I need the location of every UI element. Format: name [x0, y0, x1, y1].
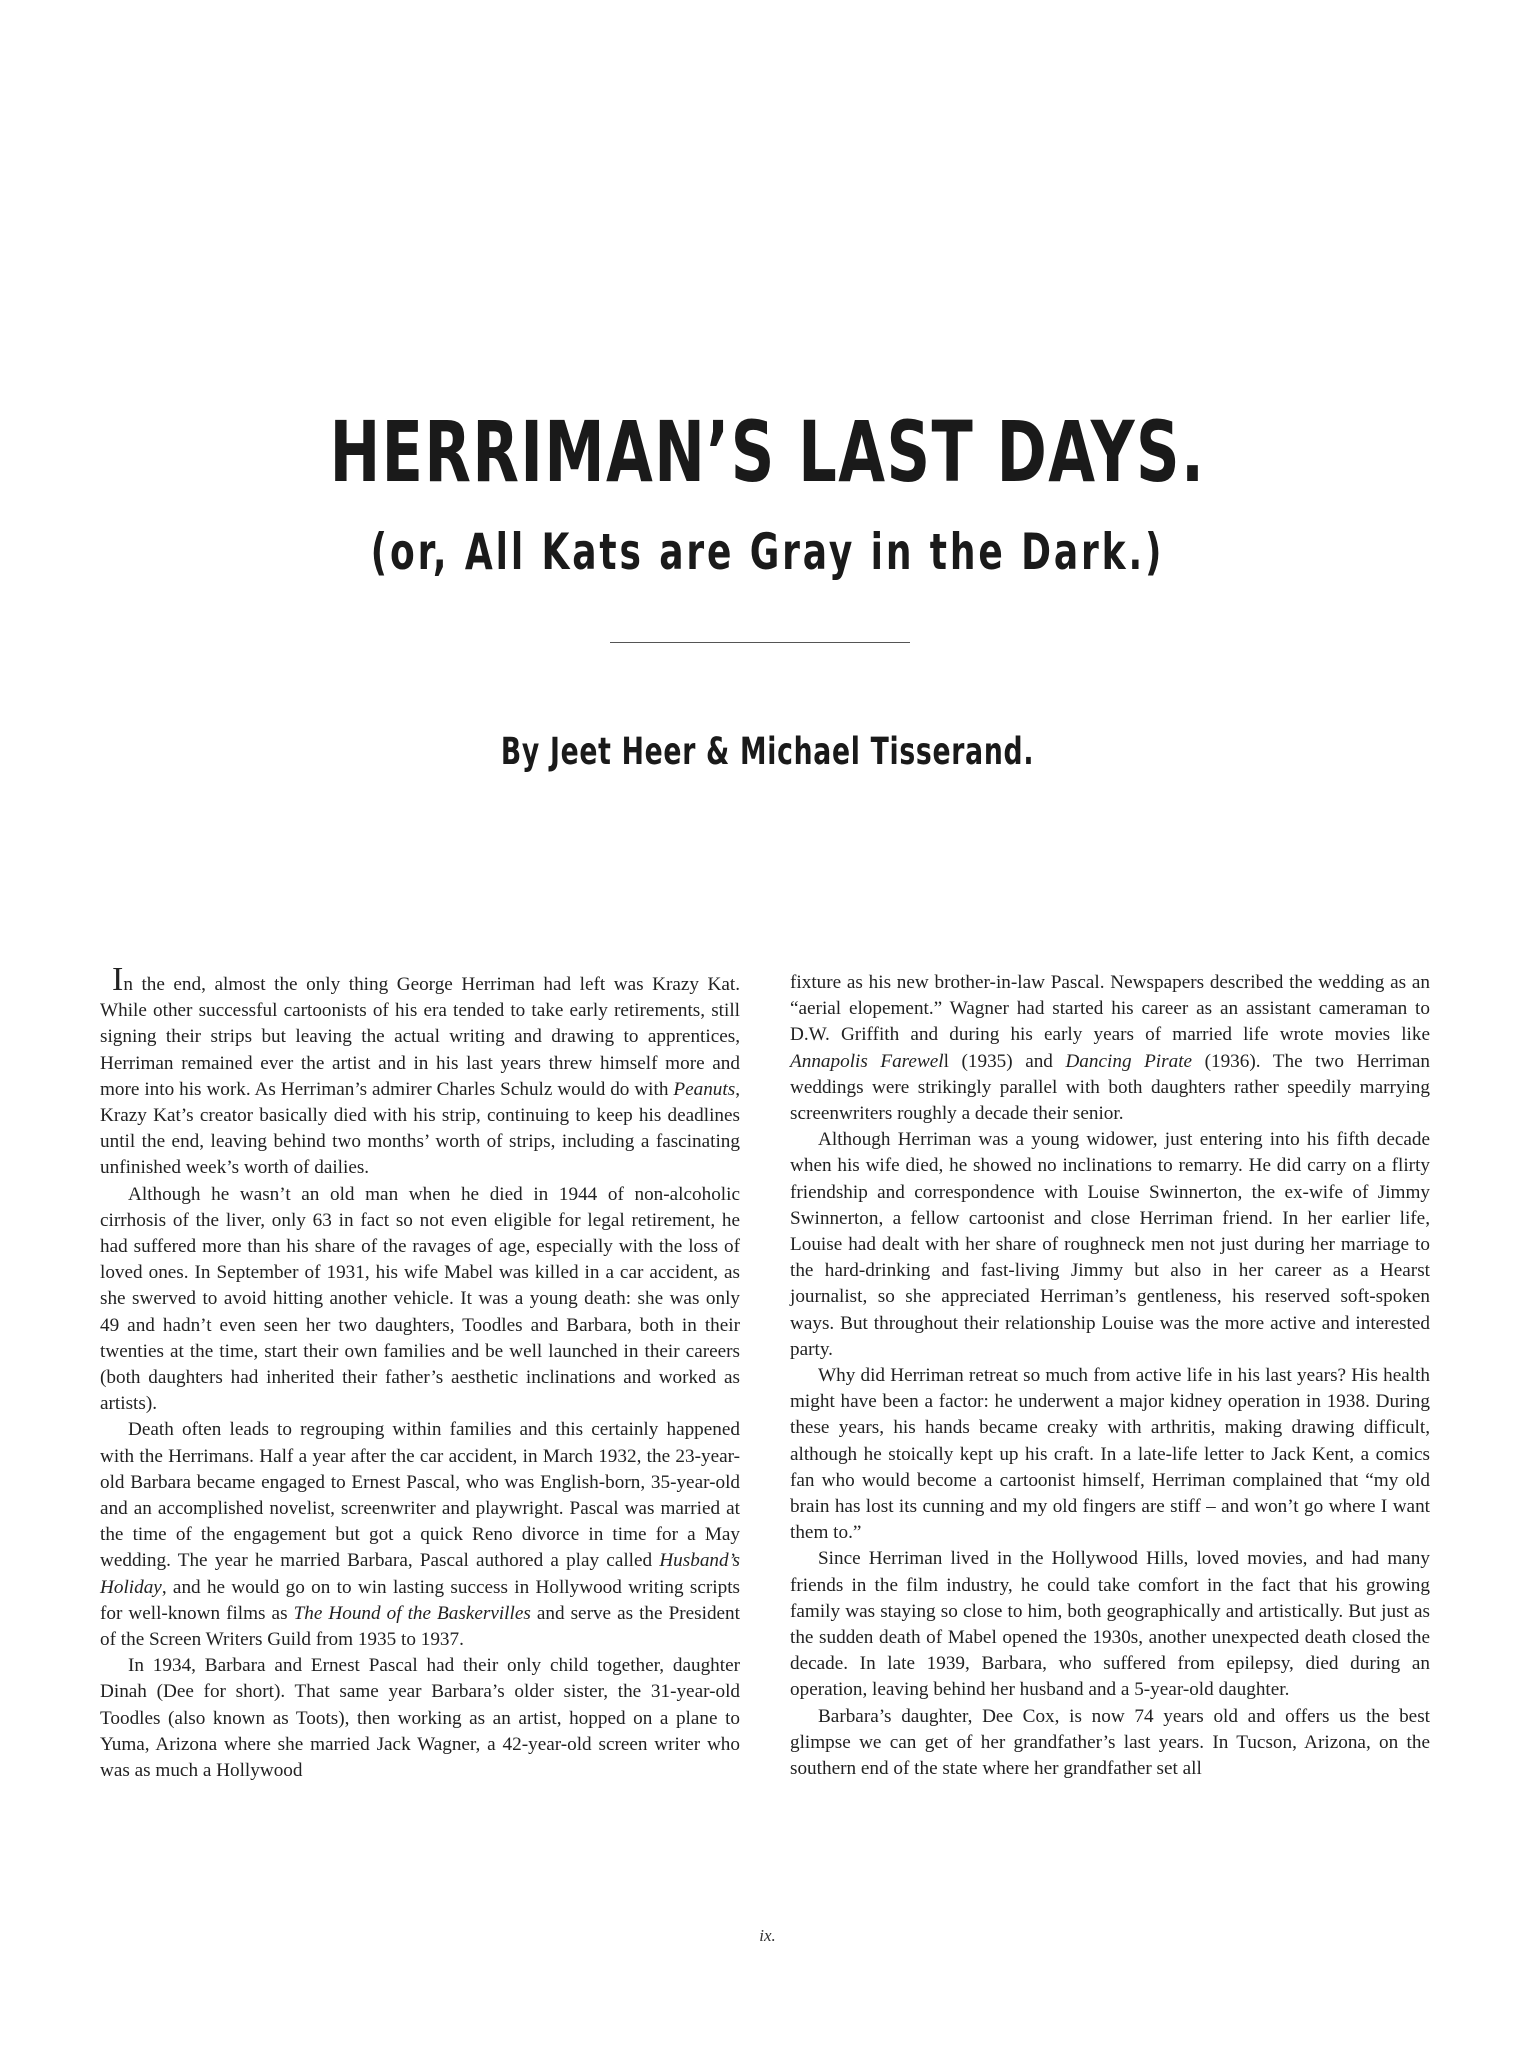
article-byline: By Jeet Heer & Michael Tisserand. [500, 730, 1035, 773]
paragraph [100, 961, 740, 1182]
paragraph: In 1934, Barbara and Ernest Pascal had their only child together, daughter Dinah (Dee for short). That same year Barbara’s older sister, the 31-year-old Toodles (also known as Toots), then working as an artist, hopped on a plane to Yuma, Arizona where she married Jack Wagner, a 42-year-old screen writer who was as much a Hollywood [100, 1655, 740, 1782]
paragraph: Although he wasn’t an old man when he died in 1944 of non-alcoholic cirrhosis of the liver, only 63 in fact so not even eligible for legal retirement, he had suffered more than his share of the ravages of age, especially with the loss of loved ones. In September of 1931, his wife Mabel was killed in a car accident, as she swerved to avoid hitting another vehicle. It was a young death: she was only 49 and hadn’t even seen her two daughters, Toodles and Barbara, both in their twenties at the time, start their own families and be well launched in their careers (both daughters had inherited their father’s aesthetic inclinations and worked as artists). [100, 1183, 740, 1415]
page-number: ix. [759, 1926, 776, 1945]
article-title: HERRIMAN’S LAST DAYS. [329, 403, 1206, 501]
italic-title: Husband’s Holiday [100, 1550, 740, 1598]
paragraph-text: l (1935) and [943, 1050, 1066, 1072]
italic-title: Dancing Pirate [1065, 1050, 1193, 1072]
paragraph-text: , and he would go on to win lasting success in Hollywood writing scripts for well-known films as [100, 1576, 740, 1624]
right-column [790, 970, 1430, 1782]
paragraph-text: (1936). The two Herriman weddings were strikingly parallel with both daughters rather speedily marrying screenwriters roughly a decade their senior. [790, 1050, 1430, 1125]
paragraph: Although Herriman was a young widower, just entering into his fifth decade when his wife died, he showed no inclinations to remarry. He did carry on a flirty friendship and correspondence with Louise Swinnerton, the ex-wife of Jimmy Swinnerton, a fellow cartoonist and close Herriman friend. In her earlier life, Louise had dealt with her share of roughneck men not just during her marriage to the hard-drinking and fast-living Jimmy but also in her career as a Hearst journalist, so she appreciated Herriman’s gentleness, his reserved soft-spoken ways. But throughout their relationship Louise was the more active and interested party. [790, 1129, 1430, 1360]
italic-title: Peanuts [673, 1078, 736, 1100]
paragraph-text: n the end, almost the only thing George Herriman had left was Krazy Kat. While other successful cartoonists of his era tended to take early retirements, still signing their strips but leaving the actual writing and drawing to apprentices, Herriman remained ever the artist and in his last years threw himself more and more into his work. As Herriman’s admirer Charles Schulz would do with [100, 974, 740, 1100]
paragraph-text: and serve as the President of the Screen Writers Guild from 1935 to 1937. [100, 1602, 740, 1651]
drop-cap: I [112, 961, 124, 998]
paragraph: Barbara’s daughter, Dee Cox, is now 74 years old and offers us the best glimpse we can get of her grandfather’s last years. In Tucson, Arizona, on the southern end of the state where her grandfather set all [790, 1705, 1430, 1780]
title-divider [610, 642, 910, 643]
paragraph-text: , Krazy Kat’s creator basically died with his strip, continuing to keep his deadlines until the end, leaving behind two months’ worth of strips, including a fascinating unfinished week’s worth of dailies. [100, 1078, 740, 1179]
paragraph [790, 970, 1430, 1127]
italic-title: Annapolis Farewel [790, 1050, 944, 1072]
paragraph-text: fixture as his new brother-in-law Pascal. Newspapers described the wedding as an “aerial elopement.” Wagner had started his career as an assistant cameraman to D.W. Griffith and during his early years of married life wrote movies like [790, 972, 1430, 1046]
paragraph-text: Death often leads to regrouping within families and this certainly happened with the Herrimans. Half a year after the car accident, in March 1932, the 23-year-old Barbara became engaged to Ernest Pascal, who was English-born, 35-year-old and an accomplished novelist, screenwriter and playwright. Pascal was married at the time of the engagement but got a quick Reno divorce in time for a May wedding. The year he married Barbara, Pascal authored a play called [100, 1419, 740, 1572]
left-column [100, 961, 740, 1784]
paragraph: Since Herriman lived in the Hollywood Hills, loved movies, and had many friends in the film industry, he could take comfort in the fact that his growing family was staying so close to him, both geographically and artistically. But just as the sudden death of Mabel opened the 1930s, another unexpected death closed the decade. In late 1939, Barbara, who suffered from epilepsy, died during an operation, leaving behind her husband and a 5-year-old daughter. [790, 1548, 1430, 1701]
italic-title: The Hound of the Baskervilles [293, 1602, 531, 1624]
article-subtitle: (or, All Kats are Gray in the Dark.) [370, 523, 1165, 581]
paragraph [100, 1417, 740, 1653]
paragraph: Why did Herriman retreat so much from active life in his last years? His health might have been a factor: he underwent a major kidney operation in 1938. During these years, his hands became creaky with arthritis, making drawing difficult, although he stoically kept up his craft. In a late-life letter to Jack Kent, a comics fan who would become a cartoonist himself, Herriman complained that “my old brain has lost its cunning and my old fingers are stiff – and won’t go where I want them to.” [790, 1365, 1430, 1544]
